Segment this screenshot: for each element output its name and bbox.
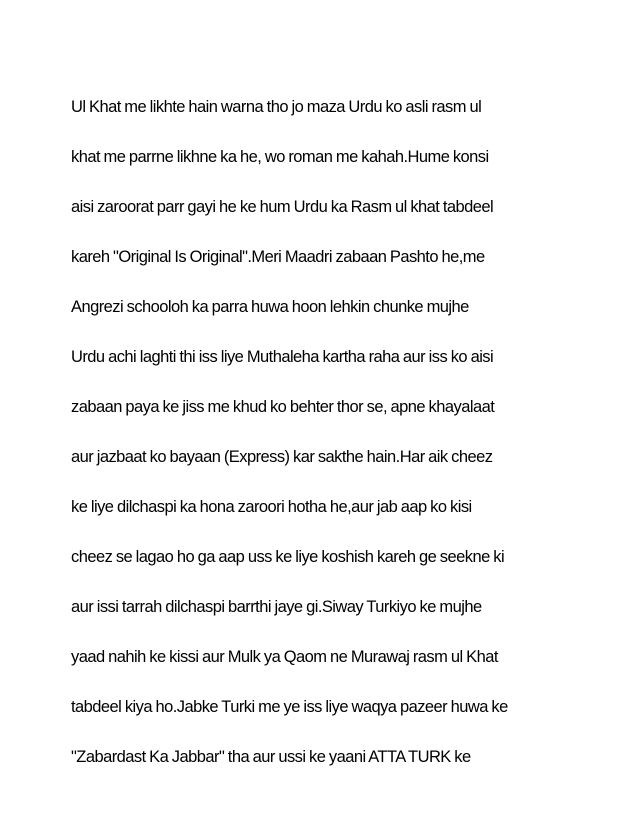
text-line: Ul Khat me likhte hain warna tho jo maza Urdu ko asli rasm ul — [71, 98, 482, 116]
text-line: ke liye dilchaspi ka hona zaroori hotha he,aur jab aap ko kisi — [71, 498, 472, 516]
text-line: kareh "Original Is Original".Meri Maadri zabaan Pashto he,me — [71, 248, 485, 266]
text-line: aur jazbaat ko bayaan (Express) kar sakthe hain.Har aik cheez — [71, 448, 493, 466]
text-line: yaad nahih ke kissi aur Mulk ya Qaom ne Murawaj rasm ul Khat — [71, 648, 498, 666]
text-line: aur issi tarrah dilchaspi barrthi jaye gi.Siway Turkiyo ke mujhe — [71, 598, 482, 616]
body-text — [71, 82, 571, 782]
text-line: tabdeel kiya ho.Jabke Turki me ye iss liye waqya pazeer huwa ke — [71, 698, 508, 716]
text-line: cheez se lagao ho ga aap uss ke liye koshish kareh ge seekne ki — [71, 548, 505, 566]
text-line: "Zabardast Ka Jabbar" tha aur ussi ke yaani ATTA TURK ke — [71, 748, 471, 766]
text-line: zabaan paya ke jiss me khud ko behter thor se, apne khayalaat — [71, 398, 495, 416]
text-line: Angrezi schooloh ka parra huwa hoon lehkin chunke mujhe — [71, 298, 469, 316]
text-line: khat me parrne likhne ka he, wo roman me kahah.Hume konsi — [71, 148, 489, 166]
text-line: Urdu achi laghti thi iss liye Muthaleha kartha raha aur iss ko aisi — [71, 348, 494, 366]
text-line: aisi zaroorat parr gayi he ke hum Urdu ka Rasm ul khat tabdeel — [71, 198, 494, 216]
